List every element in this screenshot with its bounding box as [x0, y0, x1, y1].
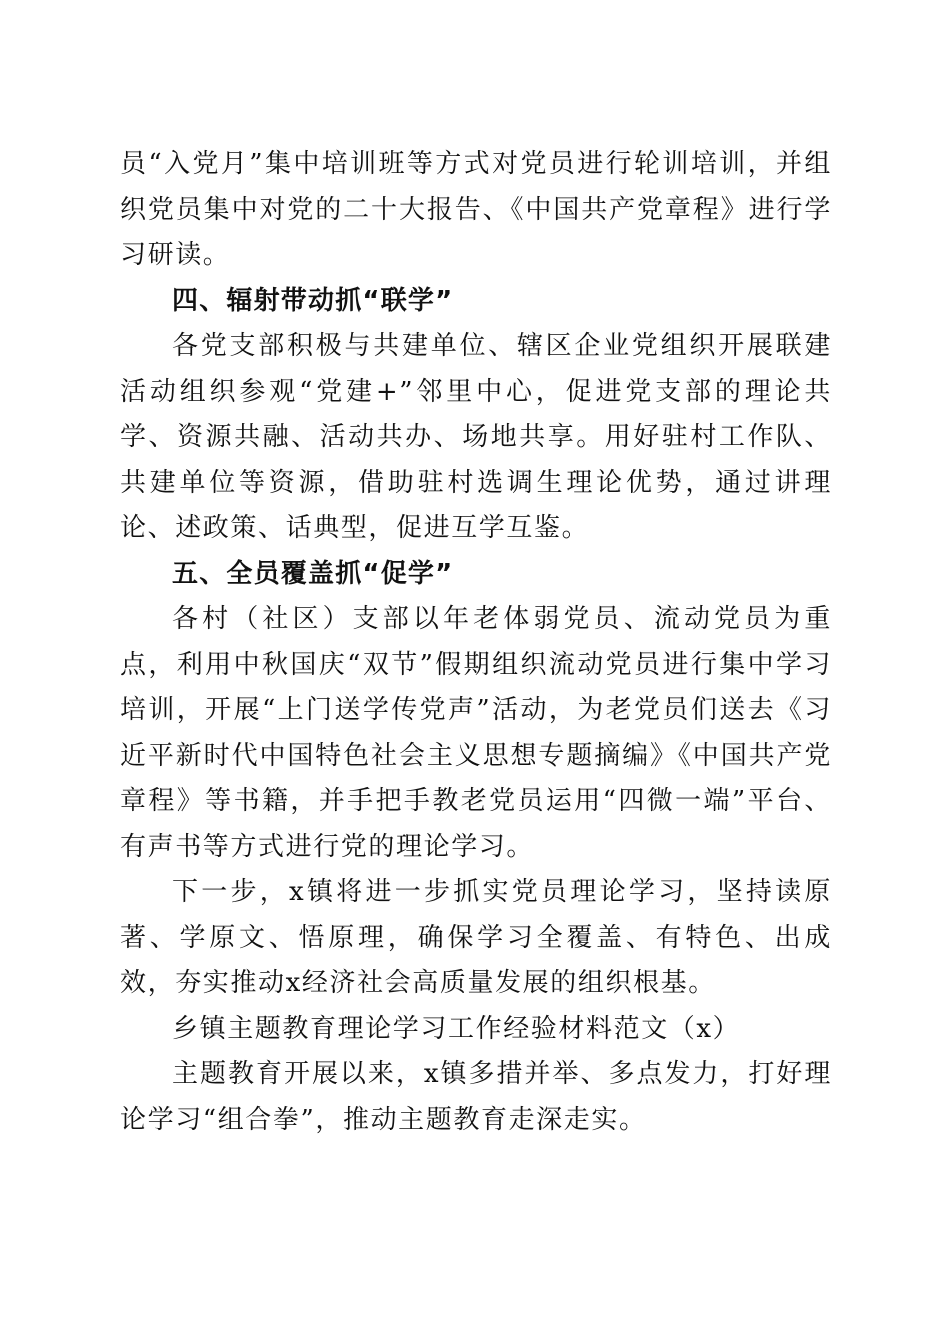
- continuation-paragraph: 员“入党月”集中培训班等方式对党员进行轮训培训，并组织党员集中对党的二十大报告、《中国共产党章程》进行学习研读。: [120, 149, 832, 270]
- section-heading-5: 五、全员覆盖抓“促学”: [172, 558, 454, 589]
- section-heading-4: 四、辐射带动抓“联学”: [172, 285, 454, 316]
- intro-paragraph: 主题教育开展以来，x镇多措并举、多点发力，打好理论学习“组合拳”，推动主题教育走深走实。: [120, 1059, 832, 1135]
- section-body-5: 各村（社区）支部以年老体弱党员、流动党员为重点，利用中秋国庆“双节”假期组织流动党员进行集中学习培训，开展“上门送学传党声”活动，为老党员们送去《习近平新时代中国特色社会主义思想专题摘编》《中国共产党章程》等书籍，并手把手教老党员运用“四微一端”平台、有声书等方式进行党的理论学习。: [120, 604, 832, 862]
- next-step-paragraph: 下一步，x镇将进一步抓实党员理论学习，坚持读原著、学原文、悟原理，确保学习全覆盖、有特色、出成效，夯实推动x经济社会高质量发展的组织根基。: [120, 877, 832, 998]
- new-article-title: 乡镇主题教育理论学习工作经验材料范文（x）: [172, 1013, 741, 1044]
- section-body-4: 各党支部积极与共建单位、辖区企业党组织开展联建活动组织参观“党建+”邻里中心，促进党支部的理论共学、资源共融、活动共办、场地共享。用好驻村工作队、共建单位等资源，借助驻村选调生理论优势，通过讲理论、述政策、话典型，促进互学互鉴。: [120, 331, 832, 543]
- document-body: [120, 142, 832, 1143]
